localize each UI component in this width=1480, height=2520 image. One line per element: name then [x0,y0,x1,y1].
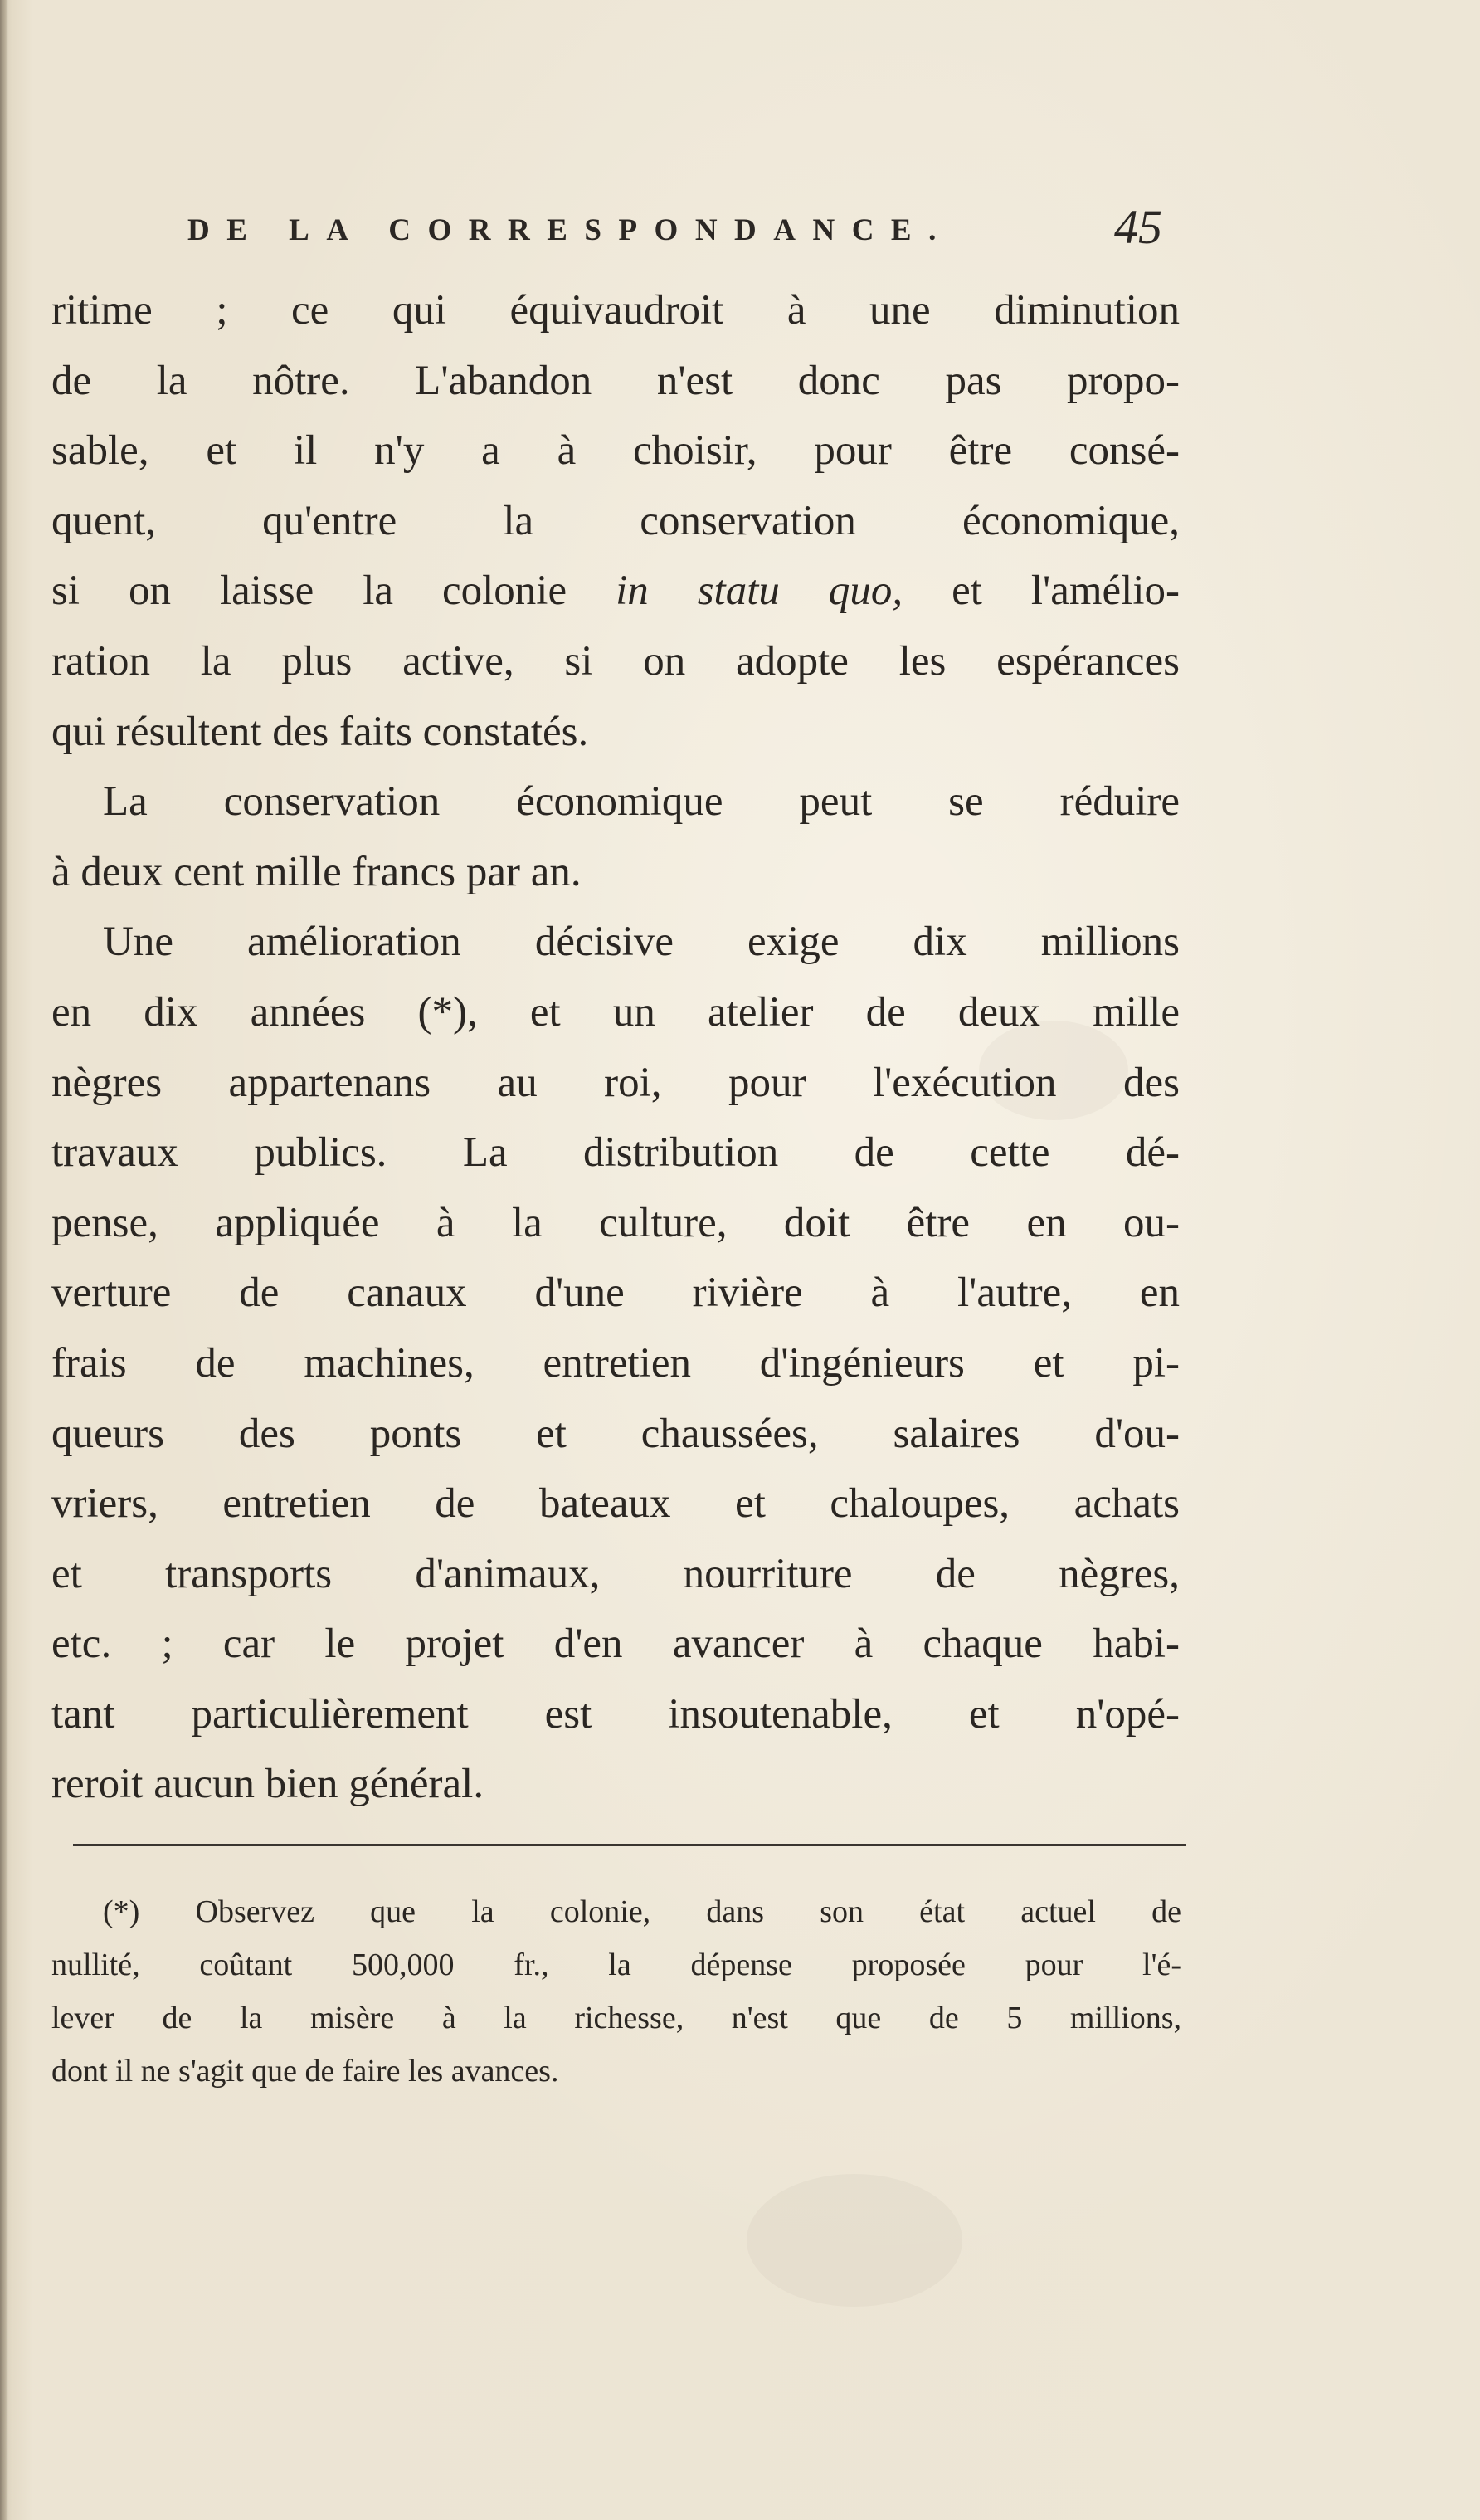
footnote [51,1885,1181,2098]
body-text [51,275,1180,1820]
text-line: travaux publics. La distribution de cette dé- [51,1129,1180,1177]
text-line: queurs des ponts et chaussées, salaires d'ou- [51,1410,1180,1457]
text-line: vriers, entretien de bateaux et chaloupes, achats [51,1480,1180,1528]
text-segment: et l'amélio- [903,568,1180,615]
footnote-line: nullité, coûtant 500,000 fr., la dépense proposée pour l'é- [51,1947,1181,1982]
text-line: et transports d'animaux, nourriture de nègres, [51,1550,1180,1597]
footnote-line: (*) Observez que la colonie, dans son état actuel de [103,1894,1181,1929]
text-line: pense, appliquée à la culture, doit être en ou- [51,1199,1180,1246]
text-line: frais de machines, entretien d'ingénieurs et pi- [51,1339,1180,1387]
footnote-line: lever de la misère à la richesse, n'est que de 5 millions, [51,2001,1181,2035]
text-line: qui résultent des faits constatés. [51,708,589,755]
paragraph-start-line: La conservation économique peut se réduire [103,778,1180,826]
text-line: nègres appartenans au roi, pour l'exécution des [51,1059,1180,1106]
page-number: 45 [1114,200,1162,254]
running-head [187,200,1162,264]
footnote-divider [73,1844,1186,1846]
text-line: etc. ; car le projet d'en avancer à chaque habi- [51,1621,1180,1668]
text-segment: si on laisse la colonie [51,568,616,615]
text-line: de la nôtre. L'abandon n'est donc pas propo- [51,357,1180,404]
text-line: à deux cent mille francs par an. [51,848,582,895]
italic-phrase: in statu quo, [616,568,903,615]
text-line: quent, qu'entre la conservation économique, [51,497,1180,544]
text-line: reroit aucun bien général. [51,1761,484,1808]
text-line [51,556,1180,626]
text-line: ration la plus active, si on adopte les espérances [51,637,1180,685]
text-line: ritime ; ce qui équivaudroit à une diminution [51,287,1180,334]
text-line: en dix années (*), et un atelier de deux mille [51,988,1180,1036]
footnote-line: dont il ne s'agit que de faire les avances. [51,2054,559,2089]
binding-edge [0,0,8,2520]
paper-stain [747,2174,962,2307]
text-line: tant particulièrement est insoutenable, et n'opé- [51,1690,1180,1738]
text-line: verture de canaux d'une rivière à l'autre, en [51,1270,1180,1317]
paragraph-start-line: Une amélioration décisive exige dix millions [103,919,1180,966]
text-line: sable, et il n'y a à choisir, pour être consé- [51,427,1180,475]
running-title: DE LA CORRESPONDANCE. [187,213,953,247]
